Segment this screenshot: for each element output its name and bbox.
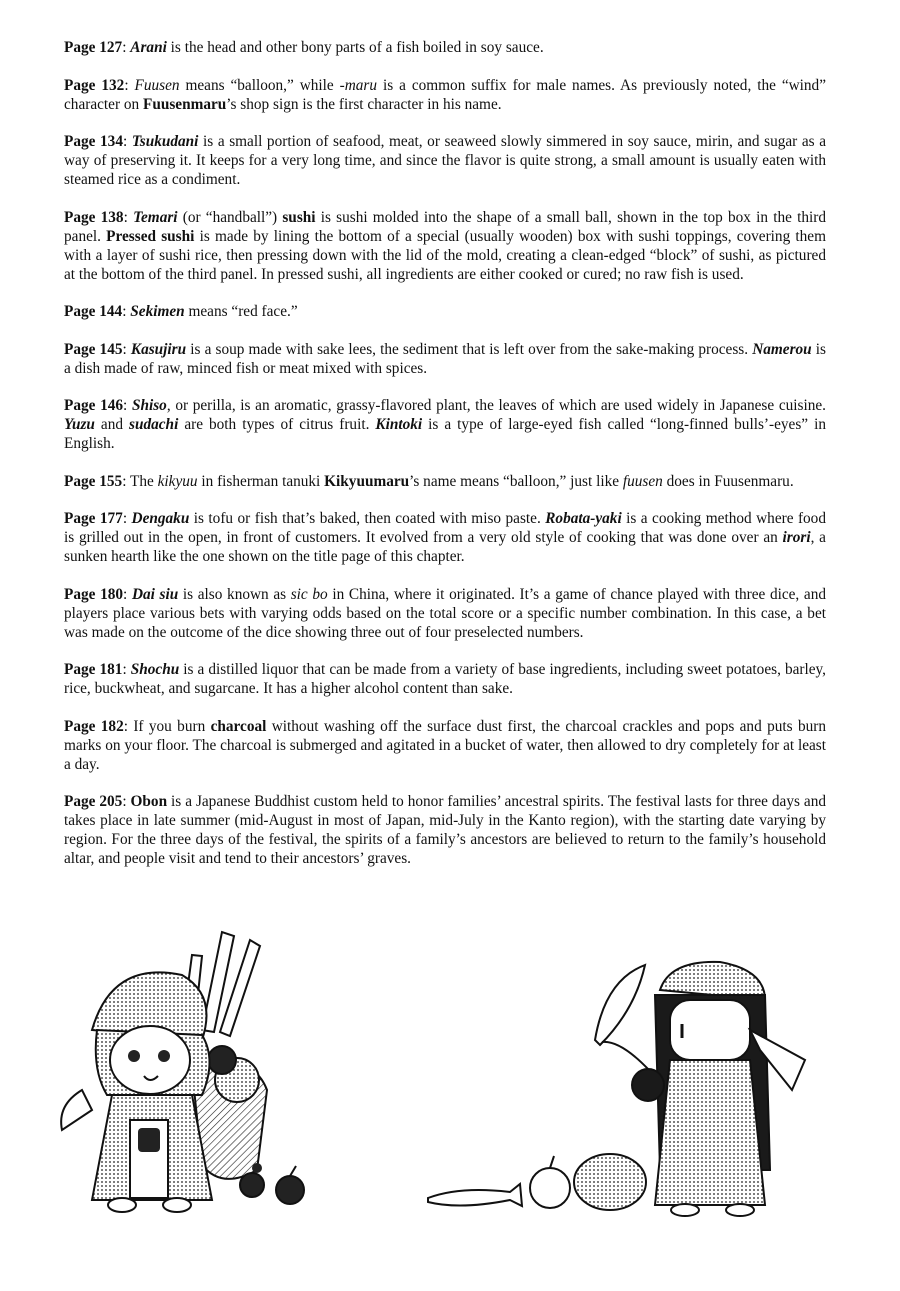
note-text: is a small portion of seafood, meat, or seaweed slowly simmered in soy sauce, mirin, and sugar as a way of preserving it. It keeps for a very long time, and since the flavor is quite strong, a small amount is usually eaten with steamed rice as a condiment. — [64, 133, 826, 188]
note-paragraph — [64, 472, 826, 491]
note-text: is a Japanese Buddhist custom held to honor families’ ancestral spirits. The festival lasts for three days and takes place in late summer (mid-August in most of Japan, mid-July in the Kanto region), with the starting date varying by region. For the three days of the festival, the spirits of a family’s ancestors are believed to return to the family’s household altar, and people visit and tend to their ancestors’ graves. — [64, 793, 826, 867]
note-text: : — [122, 793, 131, 810]
note-text: : — [123, 585, 132, 603]
illustration-girl-with-basket — [52, 920, 332, 1220]
note-paragraph — [64, 717, 826, 774]
note-text: in China, where it originated. It’s a game of chance played with three dice, and players place various bets with varying odds based on the total score or a specific number combination. In this case, a bet was made on the outcome of the dice showing three out of four preselected numbers. — [64, 585, 826, 641]
note-page-ref: Page 144 — [64, 303, 123, 320]
note-text: : — [122, 39, 131, 56]
note-text: fuusen — [622, 472, 663, 490]
note-text: irori — [782, 529, 811, 546]
note-paragraph — [64, 38, 826, 57]
note-text: is made by lining the bottom of a special (usually wooden) box with sushi toppings, covering them with a layer of sushi rice, then pressing down with the lid of the mold, creating a clean-edged “block” of sushi, as pictured at the bottom of the third panel. In pressed sushi, all ingredients are either cooked or cured; no raw fish is used. — [64, 227, 826, 283]
note-text: : — [122, 340, 131, 358]
note-paragraph — [64, 660, 826, 698]
note-paragraph — [64, 340, 826, 378]
note-text: is a cooking method where food is grilled out in the open, in front of customers. It evolved from a very old style of cooking that was done over an — [64, 510, 826, 546]
note-page-ref: Page 182 — [64, 717, 124, 735]
note-text: Kintoki — [375, 416, 423, 433]
note-text: ’s name means “balloon,” just like — [409, 472, 623, 490]
note-text: Namerou — [752, 340, 812, 358]
note-text: without washing off the surface dust first, the charcoal crackles and pops and puts burn marks on your floor. The charcoal is submerged and agitated in a bucket of water, then allowed to dry completely for at least a day. — [64, 717, 826, 773]
note-text: Shochu — [130, 661, 180, 678]
note-text: sudachi — [129, 416, 179, 433]
note-page-ref: Page 132 — [64, 76, 125, 94]
note-text: is a distilled liquor that can be made from a variety of base ingredients, including sweet potatoes, barley, rice, buckwheat, and sugarcane. It has a higher alcohol content than sake. — [64, 661, 826, 697]
note-paragraph — [64, 585, 826, 642]
note-text: means “balloon,” while — [179, 76, 340, 94]
note-paragraph — [64, 792, 826, 868]
note-text: (or “handball”) — [177, 208, 283, 226]
note-text: Kikyuumaru — [324, 472, 410, 490]
note-text: : — [123, 208, 134, 226]
note-text: Pressed sushi — [106, 227, 195, 245]
note-text: , a sunken hearth like the one shown on the title page of this chapter. — [64, 529, 826, 565]
note-text: is a dish made of raw, minced fish or meat mixed with spices. — [64, 340, 827, 377]
note-text: sushi — [282, 208, 316, 226]
illustration-girl-with-fruit — [420, 920, 820, 1220]
note-page-ref: Page 134 — [64, 133, 123, 150]
note-text: : If you burn — [123, 717, 211, 735]
note-paragraph — [64, 509, 826, 566]
note-page-ref: Page 127 — [64, 39, 123, 56]
note-page-ref: Page 205 — [64, 793, 123, 810]
note-page-ref: Page 177 — [64, 510, 123, 527]
note-text: is the head and other bony parts of a fish boiled in soy sauce. — [166, 39, 544, 56]
note-paragraph — [64, 208, 826, 284]
note-text: Robata-yaki — [545, 510, 622, 527]
note-text: is a soup made with sake lees, the sediment that is left over from the sake-making process. — [186, 340, 753, 358]
note-text: does in Fuusenmaru. — [662, 472, 794, 490]
note-text: , or perilla, is an aromatic, grassy-flavored plant, the leaves of which are used widely in Japanese cuisine. — [166, 397, 826, 414]
note-page-ref: Page 146 — [64, 397, 124, 414]
note-text: Arani — [130, 39, 167, 56]
note-text: Temari — [133, 208, 178, 226]
note-paragraph — [64, 396, 826, 453]
note-text: : — [122, 303, 131, 320]
note-text: ’s shop sign is the first character in his name. — [226, 95, 502, 113]
note-page-ref: Page 181 — [64, 661, 123, 678]
note-paragraph — [64, 132, 826, 189]
note-text: is also known as — [178, 585, 291, 603]
note-text: are both types of citrus fruit. — [178, 416, 376, 433]
note-text: is sushi molded into the shape of a small ball, shown in the top box in the third panel. — [64, 208, 827, 245]
note-paragraph — [64, 302, 826, 321]
note-text: kikyuu — [157, 472, 198, 490]
note-text: Tsukudani — [131, 133, 199, 150]
note-text: is a common suffix for male names. As previously noted, the “wind” character on — [64, 76, 826, 113]
note-text: means “red face.” — [184, 303, 298, 320]
note-page-ref: Page 155 — [64, 472, 123, 490]
note-text: Yuzu — [64, 416, 95, 433]
note-text: and — [94, 416, 130, 433]
note-text: Dai siu — [131, 585, 179, 603]
note-text: is a type of large-eyed fish called “long-finned bulls’-eyes” in English. — [64, 416, 826, 452]
note-page-ref: Page 138 — [64, 208, 124, 226]
note-text: : — [124, 76, 135, 94]
translation-notes — [64, 38, 826, 887]
note-text: : The — [122, 472, 158, 490]
note-text: Obon — [130, 793, 168, 810]
note-text: in fisherman tanuki — [197, 472, 325, 490]
note-page-ref: Page 180 — [64, 585, 124, 603]
note-text: Shiso — [131, 397, 167, 414]
note-page-ref: Page 145 — [64, 340, 123, 358]
note-text: : — [122, 661, 131, 678]
note-text: -maru — [339, 76, 378, 94]
note-text: : — [122, 510, 132, 527]
note-text: : — [122, 133, 132, 150]
note-paragraph — [64, 76, 826, 114]
note-text: Fuusenmaru — [142, 95, 227, 113]
note-text: Fuusen — [134, 76, 180, 94]
note-text: sic bo — [290, 585, 328, 603]
note-text: Dengaku — [131, 510, 190, 527]
note-text: charcoal — [210, 717, 267, 735]
note-text: Sekimen — [130, 303, 185, 320]
note-text: Kasujiru — [130, 340, 187, 358]
note-text: : — [123, 397, 132, 414]
note-text: is tofu or fish that’s baked, then coated with miso paste. — [189, 510, 546, 527]
